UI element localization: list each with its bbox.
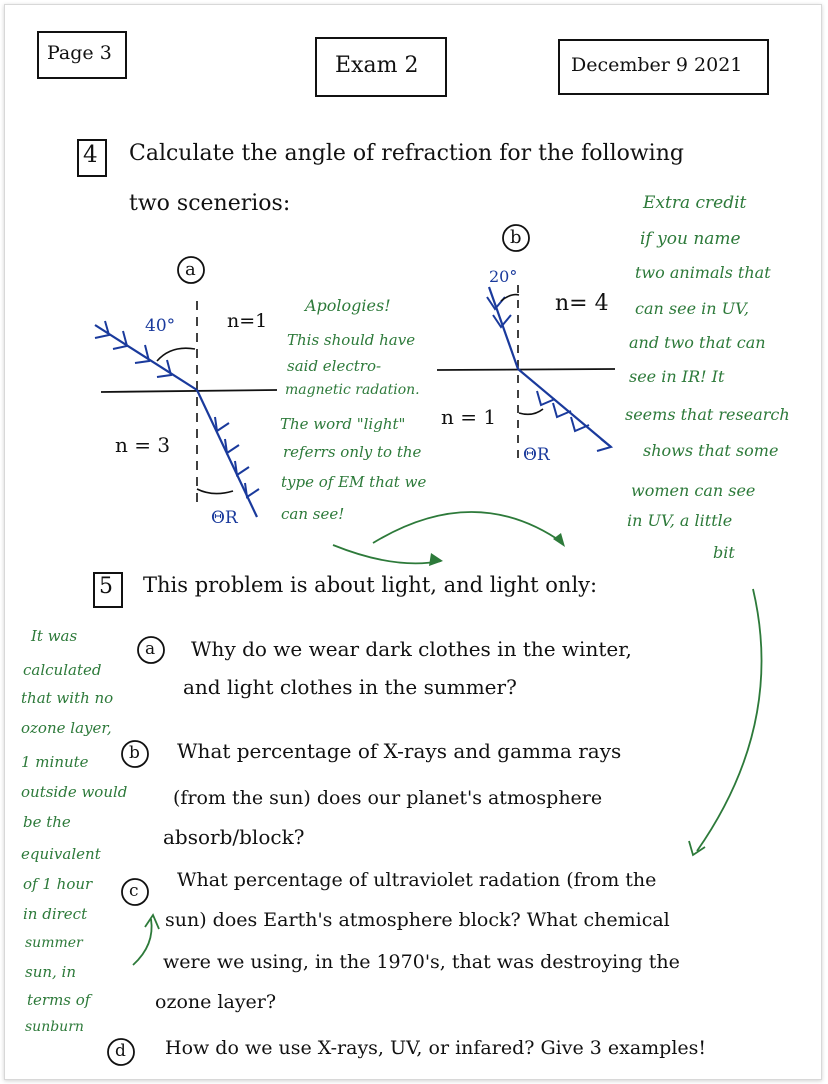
diagram-a-label: a [185,259,196,280]
ozone-note-line: be the [23,813,71,831]
diagram-a-incident-ray [95,325,197,390]
ozone-note-line: summer [25,935,83,951]
extra-credit-pointer-arrow [697,589,762,851]
extra-credit-line: shows that some [643,441,779,460]
q5b-label-circle [122,741,148,767]
q5c-line2: sun) does Earth's atmosphere block? What chemical [165,909,670,931]
q5d-label-circle [108,1039,134,1065]
extra-credit-line: seems that research [625,405,790,424]
apology-note-line: said electro- [287,357,382,375]
diagram-b-refraction-arc [519,409,543,414]
q5a-label-circle [138,637,164,663]
ozone-note-line: terms of [27,991,91,1009]
exam-title: Exam 2 [335,53,419,78]
extra-credit-line: women can see [631,481,756,500]
ozone-note-line: in direct [23,905,88,923]
extra-credit-line: see in IR! It [629,367,725,386]
q5a-label: a [145,639,156,659]
diagram-a-interface [101,390,277,392]
q5c-line3: were we using, in the 1970's, that was destroying the [163,951,680,973]
ozone-note-line: that with no [21,689,114,707]
extra-credit-line: can see in UV, [635,299,749,318]
q5c-label: c [129,881,139,901]
diagram-b-label: b [510,227,522,248]
q4-number: 4 [83,142,98,168]
diagram-a-label-circle [178,257,204,283]
q5c-line1: What percentage of ultraviolet radation (from the [177,869,657,891]
apology-note-line: can see! [281,505,345,523]
exam-date: December 9 2021 [571,54,743,76]
extra-credit-line: if you name [640,229,741,249]
q4-text-line2: two scenerios: [129,191,291,216]
q5b-line2: (from the sun) does our planet's atmosphere [173,787,603,809]
page-number: Page 3 [47,42,112,64]
ozone-note-line: sunburn [25,1019,84,1035]
diagram-b-n-bottom: n = 1 [441,405,497,429]
extra-credit-line: bit [713,543,735,562]
diagram-a-n-bottom: n = 3 [115,433,171,457]
apology-note-line: Apologies! [305,296,391,315]
q5-number: 5 [99,574,113,599]
diagram-a-incident-arc [157,348,195,361]
q5c-label-circle [122,879,148,905]
exam-page [4,4,822,1080]
diagram-a-refraction-angle: ΘR [211,508,238,528]
apology-note-line: magnetic radation. [285,382,420,398]
q5c-line4: ozone layer? [155,991,277,1013]
q5b-label: b [129,743,140,763]
apology-note-line: The word "light" [280,415,406,433]
ozone-note-pointer-arrow [133,919,152,965]
diagram-b-n-top: n= 4 [555,291,609,316]
extra-credit-line: and two that can [629,333,766,352]
q4-text-line1: Calculate the angle of refraction for the following [129,141,684,166]
diagram-b-refraction-angle: ΘR [523,445,550,465]
q5a-line1: Why do we wear dark clothes in the winter, [191,637,632,661]
q5d-label: d [115,1041,126,1061]
q5-intro: This problem is about light, and light only: [143,573,598,597]
diagram-b-label-circle [503,225,529,251]
ozone-note-line: of 1 hour [23,875,93,893]
ozone-note-line: 1 minute [21,753,89,771]
ozone-note-line: sun, in [25,963,77,981]
ozone-note-line: ozone layer, [21,719,112,737]
q5d-line1: How do we use X-rays, UV, or infared? Give 3 examples! [165,1037,707,1059]
diagram-a-n-top: n=1 [227,310,268,332]
apology-note-line: referrs only to the [283,443,422,461]
apology-note-line: type of EM that we [281,473,427,491]
diagram-a-incident-angle: 40° [145,316,176,336]
apology-pointer-arrow-b [373,512,563,543]
apology-pointer-arrow [333,545,441,563]
extra-credit-line: Extra credit [643,193,747,213]
ozone-note-line: It was [31,627,78,645]
extra-credit-line: in UV, a little [627,511,733,530]
extra-credit-line: two animals that [635,263,771,282]
ozone-note-line: equivalent [21,845,101,863]
q5b-line3: absorb/block? [163,825,305,849]
diagram-a-refraction-arc [197,489,233,494]
ozone-note-line: calculated [23,661,102,679]
q5a-line2: and light clothes in the summer? [183,675,517,699]
diagram-b-refracted-ray [518,369,611,447]
diagram-drawings [5,5,821,1079]
ozone-note-line: outside would [21,783,128,801]
diagram-b-incident-angle: 20° [489,267,518,286]
q5b-line1: What percentage of X-rays and gamma rays [177,739,622,763]
diagram-b-chevrons [487,297,611,451]
diagram-b-interface [437,369,615,370]
apology-note-line: This should have [287,331,416,349]
